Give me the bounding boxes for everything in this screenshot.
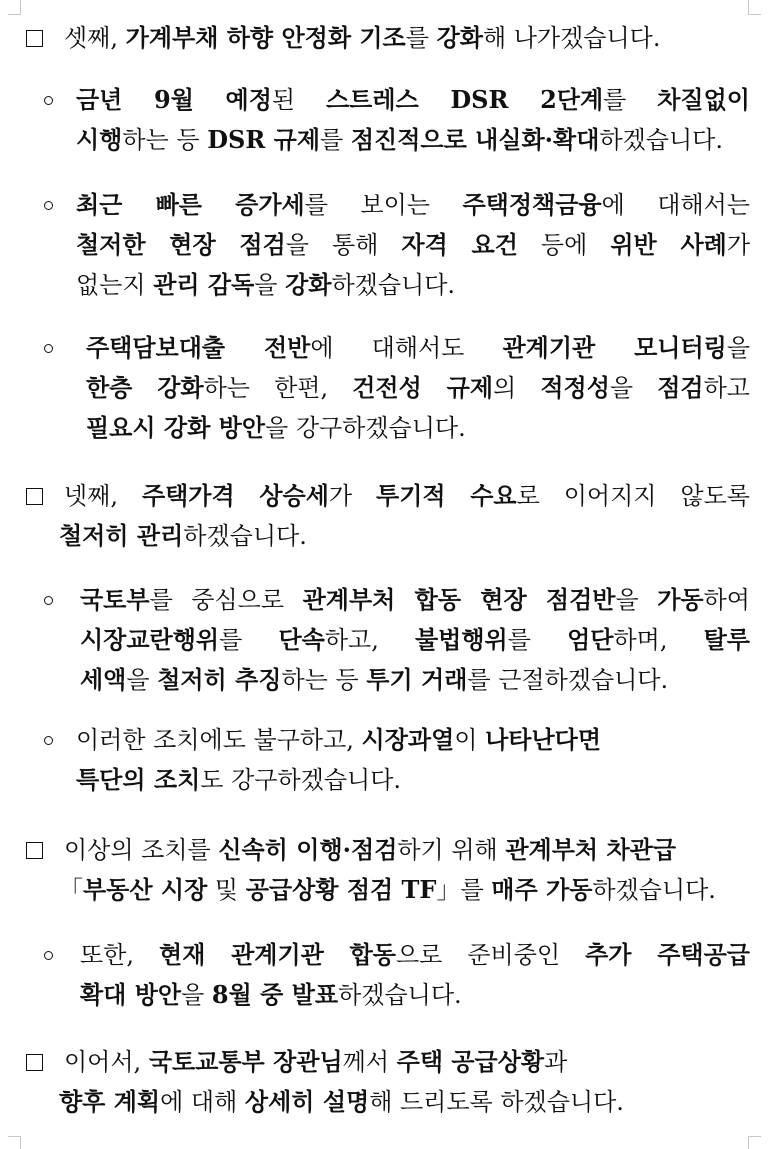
text-run: 하겠습니다. bbox=[331, 271, 456, 299]
text-run: 하기 위해 bbox=[397, 836, 506, 864]
paragraph-block bbox=[26, 18, 750, 58]
bold-text-run: 철저히 추징 bbox=[157, 665, 282, 694]
bold-text-run: 차질없이 bbox=[657, 85, 750, 114]
bold-text-run: 신속히 이행·점검 bbox=[218, 835, 398, 864]
bold-text-run: 관계부처 차관급 bbox=[505, 835, 677, 864]
text-run: 을 bbox=[615, 586, 658, 614]
bold-text-run: 가계부채 하향 안정화 기조 bbox=[125, 23, 406, 52]
text-run: 를 bbox=[405, 24, 437, 52]
text-run: 가 bbox=[328, 482, 377, 510]
paragraph-block bbox=[26, 1042, 750, 1122]
text-run: 를 중심으로 bbox=[149, 586, 303, 614]
text-line bbox=[64, 476, 750, 516]
paragraph-block bbox=[44, 80, 750, 160]
text-run: 없는지 bbox=[76, 271, 154, 299]
paragraph-block bbox=[44, 328, 750, 448]
bold-text-run: 국토교통부 장관님 bbox=[148, 1047, 343, 1076]
text-run: 에 대해 bbox=[160, 1088, 245, 1116]
crop-mark-bottom-left bbox=[8, 1136, 21, 1149]
text-run: 도 강구하겠습니다. bbox=[200, 766, 402, 794]
text-line bbox=[64, 1042, 750, 1082]
bold-text-run: 자격 요건 bbox=[401, 230, 518, 259]
text-line bbox=[86, 368, 750, 408]
bold-text-run: 강화 bbox=[436, 23, 483, 52]
text-run: 을 통해 bbox=[285, 231, 402, 259]
text-run: 를 bbox=[219, 626, 279, 654]
text-line bbox=[76, 185, 750, 225]
text-run: 께서 bbox=[342, 1048, 397, 1076]
bold-text-run: 향후 계획 bbox=[59, 1087, 161, 1116]
text-line bbox=[64, 830, 750, 870]
text-line bbox=[80, 660, 750, 700]
text-run: 를 bbox=[603, 86, 658, 114]
text-run: 하고 bbox=[703, 374, 750, 402]
bold-text-run: 관리 감독 bbox=[153, 270, 255, 299]
bold-text-run: 나타난다면 bbox=[485, 725, 602, 754]
crop-mark-bottom-right bbox=[748, 1136, 761, 1149]
circle-bullet-icon bbox=[44, 736, 53, 745]
text-run: 넷째, bbox=[64, 482, 142, 510]
bold-text-run: 부동산 시장 bbox=[83, 875, 208, 904]
text-line bbox=[86, 328, 750, 368]
bold-text-run: 투기 거래 bbox=[366, 665, 468, 694]
bold-text-run: 건전성 규제 bbox=[352, 373, 494, 402]
text-line bbox=[76, 720, 750, 760]
bold-text-run: 주택담보대출 전반 bbox=[86, 333, 311, 362]
text-run: 」를 bbox=[436, 876, 492, 904]
bold-text-run: 필요시 강화 방안 bbox=[86, 413, 265, 442]
text-run: 하겠습니다. bbox=[599, 126, 723, 154]
bold-text-run: 주택가격 상승세 bbox=[141, 481, 329, 510]
text-run: 이어서, bbox=[64, 1048, 149, 1076]
text-run: 해 나가겠습니다. bbox=[482, 24, 661, 52]
bold-text-run: 주택 공급상황 bbox=[396, 1047, 545, 1076]
text-run: 이러한 조치에도 불구하고, bbox=[76, 726, 362, 754]
crop-mark-top-left bbox=[8, 0, 21, 15]
text-run: 을 bbox=[126, 666, 158, 694]
bold-text-run: 관계기관 모니터링 bbox=[502, 333, 727, 362]
bold-text-run: 가동 bbox=[657, 585, 704, 614]
bold-text-run: 금년 9월 예정 bbox=[76, 85, 272, 114]
square-bullet-icon bbox=[26, 1054, 43, 1071]
bold-text-run: 위반 사례 bbox=[610, 230, 727, 259]
bold-text-run: 시장교란행위 bbox=[80, 625, 220, 654]
text-run: 이상의 조치를 bbox=[64, 836, 219, 864]
text-run: 를 근절하겠습니다. bbox=[467, 666, 669, 694]
text-run: 로 이어지지 않도록 bbox=[516, 482, 750, 510]
crop-mark-top-right bbox=[748, 0, 761, 15]
text-run: 및 bbox=[207, 876, 246, 904]
bold-text-run: 단속 bbox=[278, 625, 325, 654]
text-run: 셋째, bbox=[64, 24, 126, 52]
bold-text-run: 세액 bbox=[80, 665, 127, 694]
bold-text-run: 한층 강화 bbox=[86, 373, 204, 402]
text-run: 가 bbox=[726, 231, 751, 259]
bold-text-run: DSR 규제 bbox=[207, 125, 321, 154]
text-run: 을 bbox=[726, 334, 751, 362]
square-bullet-icon bbox=[26, 30, 43, 47]
text-line bbox=[76, 120, 750, 160]
bold-text-run: 시행 bbox=[76, 125, 123, 154]
text-run: 하고, bbox=[324, 626, 415, 654]
bold-text-run: 현재 관계기관 합동 bbox=[159, 940, 396, 969]
bold-text-run: 철저히 관리 bbox=[59, 521, 184, 550]
paragraph-block bbox=[26, 830, 750, 910]
bold-text-run: 공급상황 점검 TF bbox=[245, 875, 437, 904]
bold-text-run: 강화 bbox=[285, 270, 332, 299]
bold-text-run: 8월 중 발표 bbox=[211, 980, 339, 1009]
text-line bbox=[59, 516, 750, 556]
bold-text-run: 추가 주택공급 bbox=[585, 940, 750, 969]
text-run: 의 bbox=[493, 374, 541, 402]
bold-text-run: 스트레스 DSR 2단계 bbox=[325, 85, 604, 114]
square-bullet-icon bbox=[26, 488, 43, 505]
bold-text-run: 상세히 설명 bbox=[244, 1087, 370, 1116]
text-run: 를 bbox=[320, 126, 351, 154]
bold-text-run: 시장과열 bbox=[361, 725, 455, 754]
text-line bbox=[80, 975, 750, 1015]
text-run: 으로 준비중인 bbox=[395, 941, 586, 969]
paragraph-block bbox=[26, 476, 750, 556]
text-line bbox=[76, 225, 750, 265]
text-run: 「 bbox=[59, 876, 83, 904]
text-run: 하겠습니다. bbox=[338, 981, 462, 1009]
text-run: 해 드리도록 하겠습니다. bbox=[369, 1088, 624, 1116]
bold-text-run: 특단의 조치 bbox=[76, 765, 201, 794]
bold-text-run: 최근 빠른 증가세 bbox=[76, 190, 305, 219]
text-line bbox=[80, 620, 750, 660]
circle-bullet-icon bbox=[44, 951, 53, 960]
text-run: 이 bbox=[454, 726, 486, 754]
bold-text-run: 철저한 현장 점검 bbox=[76, 230, 286, 259]
bold-text-run: 매주 가동 bbox=[491, 875, 593, 904]
bold-text-run: 관계부처 합동 현장 점검반 bbox=[302, 585, 616, 614]
text-line bbox=[59, 870, 750, 910]
text-run: 을 bbox=[254, 271, 286, 299]
text-run: 를 보이는 bbox=[304, 191, 463, 219]
bold-text-run: 주택정책금융 bbox=[462, 190, 602, 219]
text-run: 을 강구하겠습니다. bbox=[265, 414, 466, 442]
text-line bbox=[86, 408, 750, 448]
text-run: 를 bbox=[507, 626, 568, 654]
text-run: 하는 한편, bbox=[203, 374, 353, 402]
text-line bbox=[64, 18, 750, 58]
text-run: 에 대해서도 bbox=[310, 334, 503, 362]
bold-text-run: 국토부 bbox=[80, 585, 150, 614]
bold-text-run: 점진적으로 내실화·확대 bbox=[350, 125, 600, 154]
text-run: 등에 bbox=[517, 231, 611, 259]
text-run: 된 bbox=[271, 86, 326, 114]
circle-bullet-icon bbox=[44, 96, 53, 105]
text-run: 을 bbox=[181, 981, 212, 1009]
circle-bullet-icon bbox=[44, 596, 53, 605]
text-run: 하는 등 bbox=[122, 126, 208, 154]
text-run: 과 bbox=[544, 1048, 568, 1076]
text-line bbox=[80, 580, 750, 620]
text-run: 하겠습니다. bbox=[183, 522, 307, 550]
bold-text-run: 불법행위 bbox=[414, 625, 508, 654]
text-line bbox=[76, 265, 750, 305]
text-run: 하여 bbox=[703, 586, 750, 614]
bold-text-run: 확대 방안 bbox=[80, 980, 182, 1009]
text-line bbox=[76, 760, 750, 800]
bold-text-run: 투기적 수요 bbox=[376, 481, 517, 510]
paragraph-block bbox=[44, 580, 750, 700]
bold-text-run: 점검 bbox=[657, 373, 704, 402]
paragraph-block bbox=[44, 185, 750, 305]
text-run: 또한, bbox=[80, 941, 160, 969]
bold-text-run: 적정성 bbox=[540, 373, 610, 402]
circle-bullet-icon bbox=[44, 344, 53, 353]
text-run: 을 bbox=[609, 374, 658, 402]
text-line bbox=[76, 80, 750, 120]
paragraph-block bbox=[44, 720, 750, 800]
bold-text-run: 탈루 bbox=[703, 625, 750, 654]
text-run: 하겠습니다. bbox=[592, 876, 716, 904]
circle-bullet-icon bbox=[44, 201, 53, 210]
text-run: 에 대해서는 bbox=[601, 191, 750, 219]
bold-text-run: 엄단 bbox=[567, 625, 614, 654]
text-run: 하며, bbox=[613, 626, 704, 654]
text-line bbox=[80, 935, 750, 975]
square-bullet-icon bbox=[26, 842, 43, 859]
text-run: 하는 등 bbox=[281, 666, 367, 694]
paragraph-block bbox=[44, 935, 750, 1015]
text-line bbox=[59, 1082, 750, 1122]
